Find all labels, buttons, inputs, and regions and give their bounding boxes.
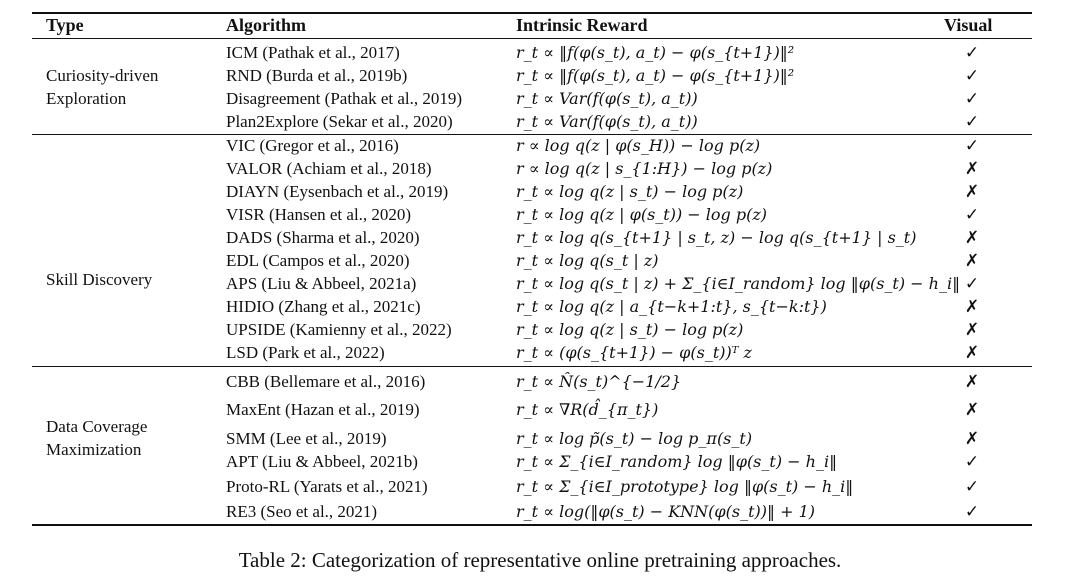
- algorithm-cell: ICM (Pathak et al., 2017): [226, 43, 400, 62]
- reward-cell: r_t ∝ (φ(s_{t+1}) − φ(s_t))ᵀ z: [516, 343, 752, 362]
- visual-cell: ✗: [964, 228, 980, 247]
- reward-cell: r_t ∝ log q(z | s_t) − log p(z): [516, 320, 744, 339]
- visual-cell: ✓: [964, 205, 980, 224]
- bottom-rule: [32, 524, 1032, 526]
- reward-cell: r_t ∝ log q(z | s_t) − log p(z): [516, 182, 744, 201]
- reward-cell: r_t ∝ Σ_{i∈I_prototype} log ‖φ(s_t) − h_i‖: [516, 477, 854, 496]
- reward-cell: r_t ∝ ∇R(d̂_{π_t}): [516, 400, 659, 419]
- reward-cell: r_t ∝ log q(s_{t+1} | s_t, z) − log q(s_{t+1} | s_t): [516, 228, 917, 247]
- algorithm-cell: APT (Liu & Abbeel, 2021b): [226, 452, 418, 471]
- reward-cell: r ∝ log q(z | φ(s_H)) − log p(z): [516, 136, 761, 155]
- reward-cell: r ∝ log q(z | s_{1:H}) − log p(z): [516, 159, 773, 178]
- group-type-skill-discovery: Skill Discovery: [46, 270, 153, 289]
- top-rule: [32, 12, 1032, 14]
- visual-cell: ✗: [964, 343, 980, 362]
- algorithm-cell: Disagreement (Pathak et al., 2019): [226, 89, 463, 108]
- header-algorithm: Algorithm: [226, 15, 306, 35]
- visual-cell: ✓: [964, 136, 980, 155]
- table-caption: Table 2: Categorization of representative online pretraining approaches.: [238, 548, 842, 572]
- algorithm-cell: RND (Burda et al., 2019b): [226, 66, 408, 85]
- algorithm-cell: VISR (Hansen et al., 2020): [226, 205, 412, 224]
- table-row: [0, 249, 1080, 272]
- visual-cell: ✗: [964, 251, 980, 270]
- table-row: [0, 157, 1080, 180]
- header-visual: Visual: [944, 15, 993, 35]
- algorithm-cell: CBB (Bellemare et al., 2016): [226, 372, 426, 391]
- algorithm-cell: VIC (Gregor et al., 2016): [226, 136, 399, 155]
- table-row: [0, 318, 1080, 341]
- table-row: [0, 475, 1080, 498]
- visual-cell: ✗: [964, 182, 980, 201]
- reward-cell: r_t ∝ log q(s_t | z) + Σ_{i∈I_random} log ‖φ(s_t) − h_i‖: [516, 274, 961, 293]
- visual-cell: ✓: [964, 502, 980, 521]
- group-type-data-coverage: Data Coverage Maximization: [46, 417, 148, 459]
- table-row: [0, 272, 1080, 295]
- reward-cell: r_t ∝ log q(z | a_{t−k+1:t}, s_{t−k:t}): [516, 297, 827, 316]
- visual-cell: ✓: [964, 274, 980, 293]
- table-row: [0, 500, 1080, 523]
- reward-cell: r_t ∝ log q(z | φ(s_t)) − log p(z): [516, 205, 768, 224]
- visual-cell: ✓: [964, 112, 980, 131]
- algorithm-cell: MaxEnt (Hazan et al., 2019): [226, 400, 420, 419]
- table-row: [0, 450, 1080, 473]
- algorithm-cell: RE3 (Seo et al., 2021): [226, 502, 378, 521]
- table-row: [0, 180, 1080, 203]
- algorithm-cell: DIAYN (Eysenbach et al., 2019): [226, 182, 449, 201]
- algorithm-cell: UPSIDE (Kamienny et al., 2022): [226, 320, 452, 339]
- visual-cell: ✓: [964, 66, 980, 85]
- visual-cell: ✓: [964, 452, 980, 471]
- header-type: Type: [46, 15, 84, 35]
- reward-cell: r_t ∝ ‖f(φ(s_t), a_t) − φ(s_{t+1})‖²: [516, 66, 795, 85]
- reward-cell: r_t ∝ N̂(s_t)^{−1/2}: [516, 372, 682, 391]
- reward-cell: r_t ∝ Var(f(φ(s_t), a_t)): [516, 89, 698, 108]
- reward-cell: r_t ∝ log q(s_t | z): [516, 251, 659, 270]
- table-row: [0, 87, 1080, 110]
- group-rule: [32, 366, 1032, 367]
- algorithm-cell: VALOR (Achiam et al., 2018): [226, 159, 432, 178]
- reward-cell: r_t ∝ log p̃(s_t) − log p_π(s_t): [516, 429, 753, 448]
- visual-cell: ✓: [964, 89, 980, 108]
- visual-cell: ✓: [964, 43, 980, 62]
- table-row: [0, 341, 1080, 364]
- algorithm-cell: HIDIO (Zhang et al., 2021c): [226, 297, 421, 316]
- table-row: [0, 398, 1080, 421]
- group-type-curiosity: Curiosity-driven Exploration: [46, 66, 159, 108]
- table-row: [0, 226, 1080, 249]
- visual-cell: ✗: [964, 400, 980, 419]
- visual-cell: ✗: [964, 159, 980, 178]
- table-row: [0, 41, 1080, 64]
- visual-cell: ✓: [964, 477, 980, 496]
- table-row: [0, 64, 1080, 87]
- visual-cell: ✗: [964, 320, 980, 339]
- table-row: [0, 295, 1080, 318]
- reward-cell: r_t ∝ Σ_{i∈I_random} log ‖φ(s_t) − h_i‖: [516, 452, 838, 471]
- algorithm-cell: LSD (Park et al., 2022): [226, 343, 385, 362]
- reward-cell: r_t ∝ ‖f(φ(s_t), a_t) − φ(s_{t+1})‖²: [516, 43, 795, 62]
- header-rule: [32, 38, 1032, 39]
- algorithm-cell: SMM (Lee et al., 2019): [226, 429, 387, 448]
- reward-cell: r_t ∝ log(‖φ(s_t) − KNN(φ(s_t))‖ + 1): [516, 502, 815, 521]
- visual-cell: ✗: [964, 372, 980, 391]
- algorithm-cell: DADS (Sharma et al., 2020): [226, 228, 420, 247]
- table-row: [0, 370, 1080, 393]
- table-row: [0, 427, 1080, 450]
- visual-cell: ✗: [964, 429, 980, 448]
- table-row: [0, 203, 1080, 226]
- algorithm-cell: APS (Liu & Abbeel, 2021a): [226, 274, 417, 293]
- header-intrinsic-reward: Intrinsic Reward: [516, 15, 648, 35]
- table-row: [0, 110, 1080, 133]
- algorithm-cell: EDL (Campos et al., 2020): [226, 251, 410, 270]
- algorithm-cell: Proto-RL (Yarats et al., 2021): [226, 477, 428, 496]
- visual-cell: ✗: [964, 297, 980, 316]
- algorithm-cell: Plan2Explore (Sekar et al., 2020): [226, 112, 453, 131]
- reward-cell: r_t ∝ Var(f(φ(s_t), a_t)): [516, 112, 698, 131]
- table-row: [0, 134, 1080, 157]
